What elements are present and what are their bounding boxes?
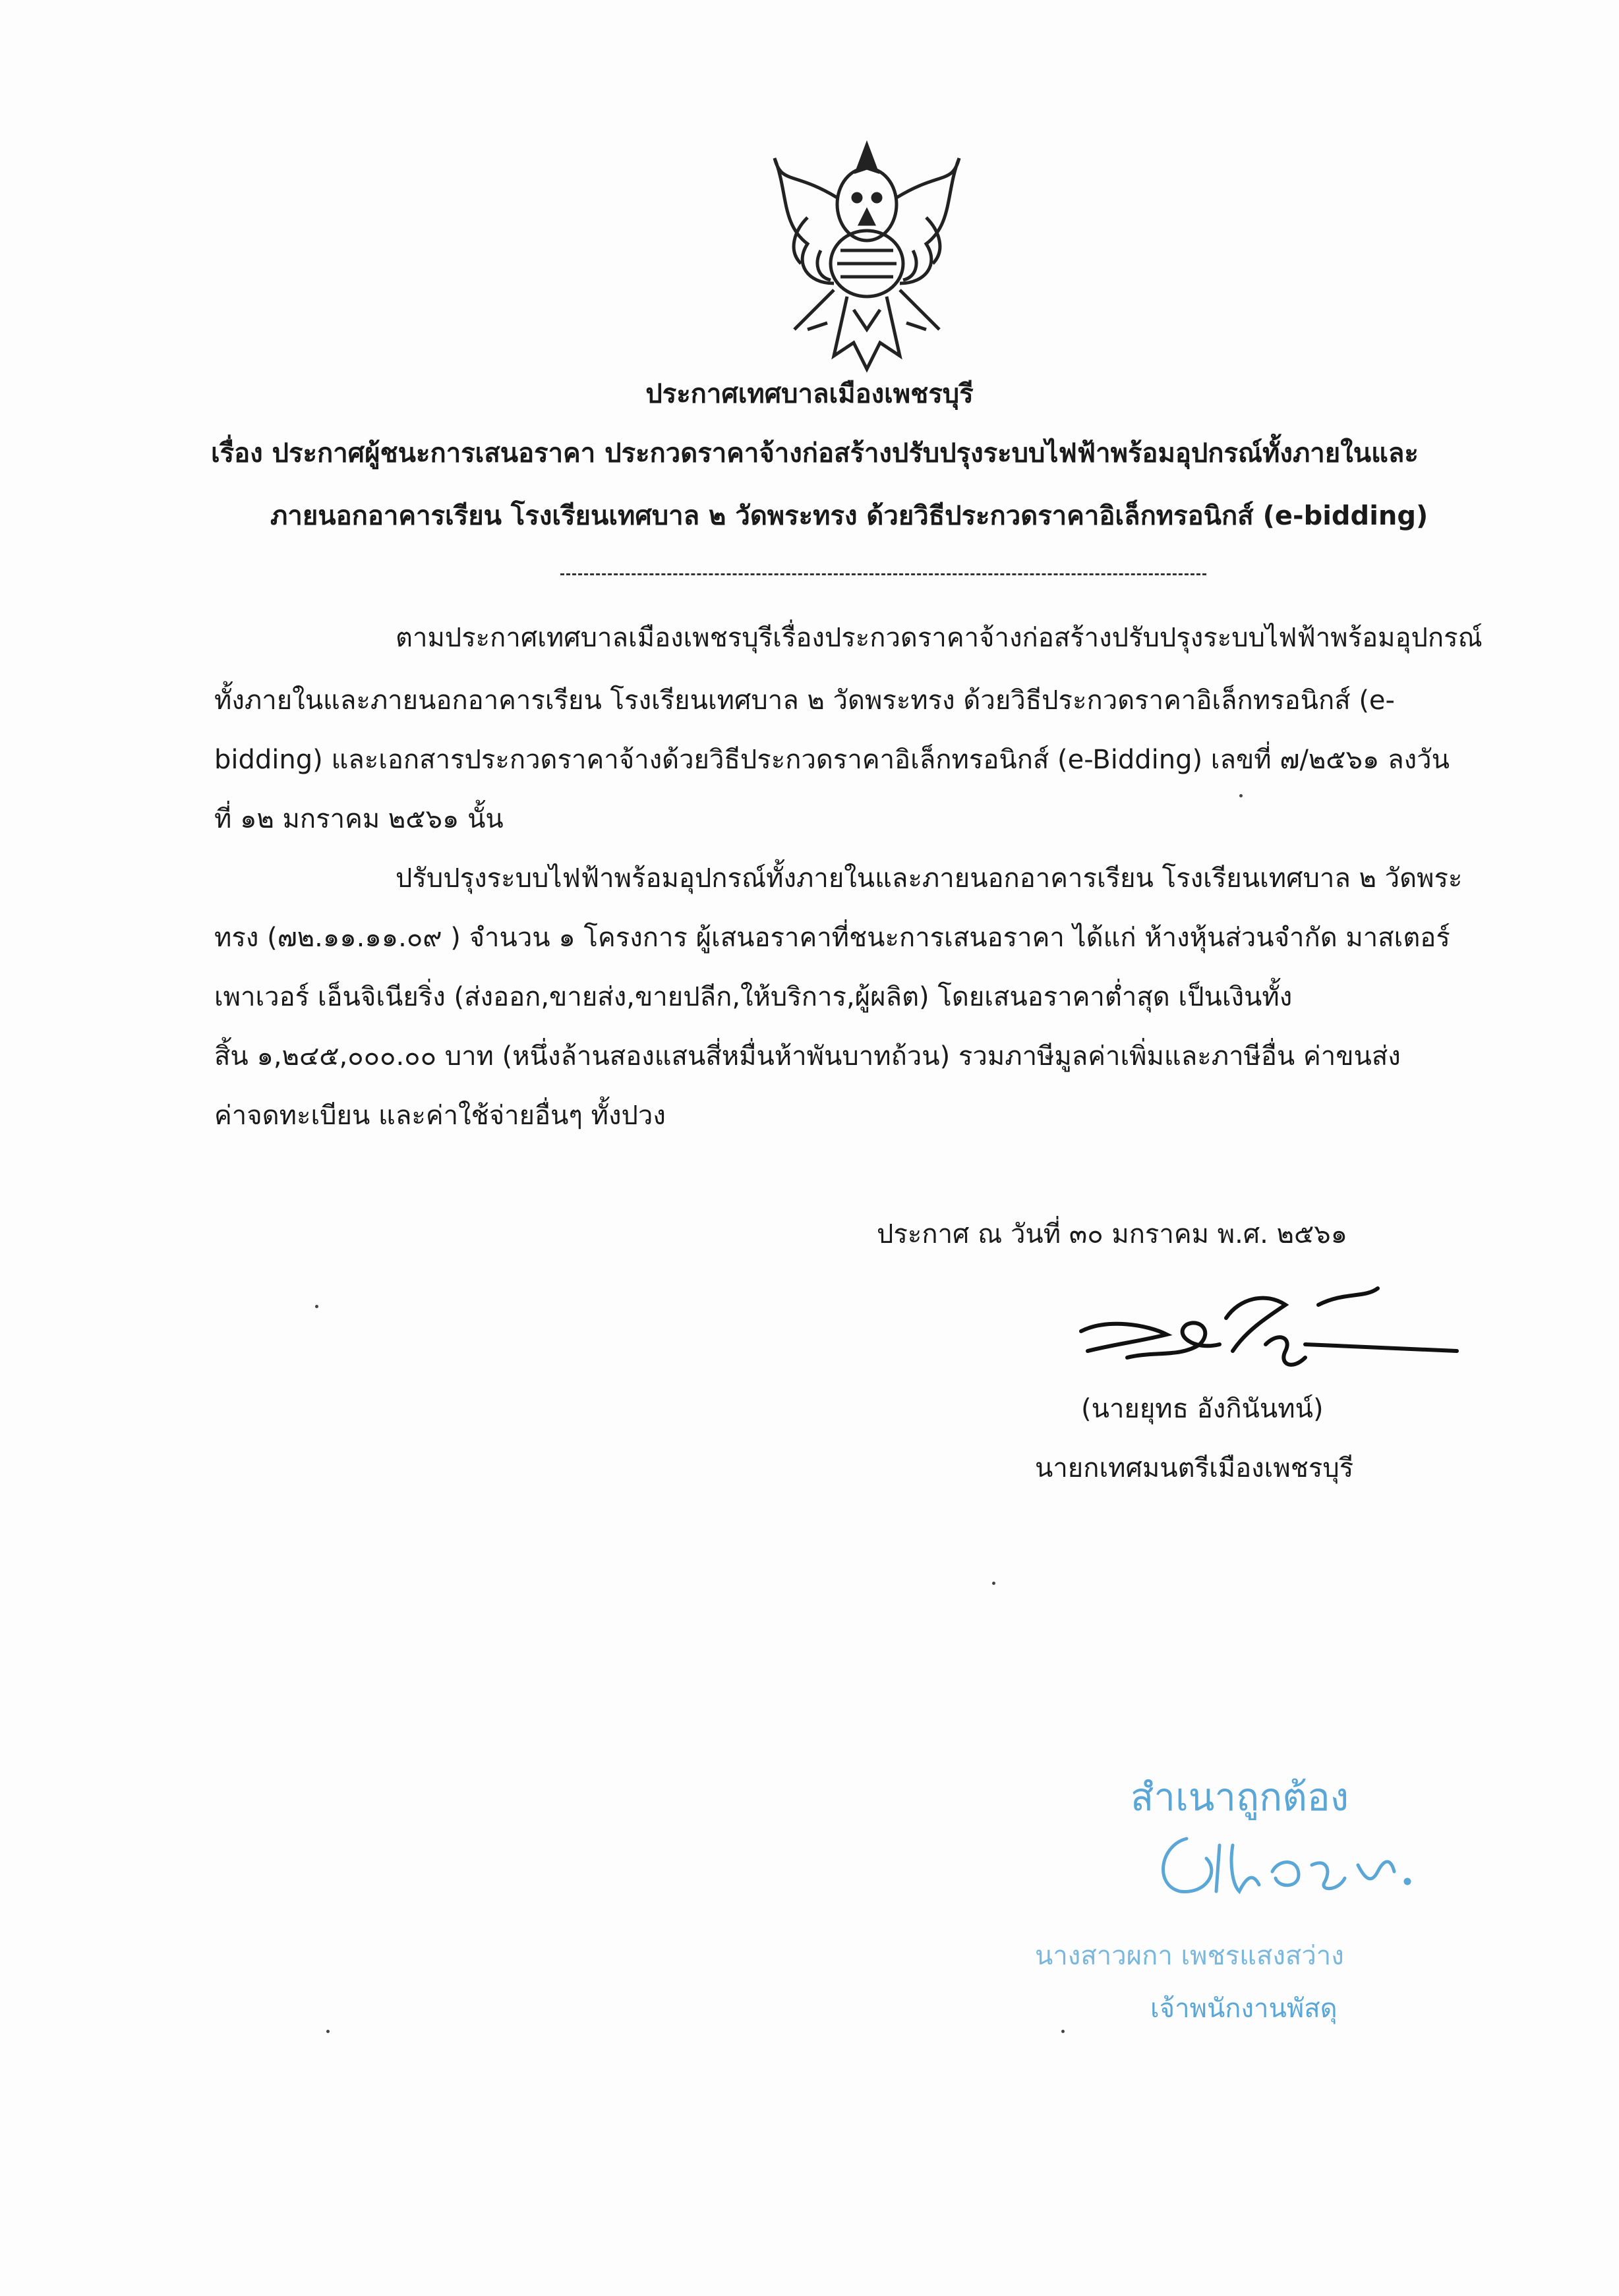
signer-name: (นายยุทธ อังกินันทน์)	[1081, 1394, 1324, 1424]
mayor-signature-icon	[1068, 1278, 1463, 1384]
scan-speck	[992, 1582, 995, 1585]
scan-speck	[1239, 794, 1243, 797]
announce-date: ประกาศ ณ วันที่ ๓๐ มกราคม พ.ศ. ๒๕๖๑	[877, 1219, 1348, 1249]
subject-line-2: ภายนอกอาคารเรียน โรงเรียนเทศบาล ๒ วัดพระทรง ด้วยวิธีประกวดราคาอิเล็กทรอนิกส์ (e-bidding)	[270, 501, 1428, 531]
separator-line	[560, 573, 1206, 575]
paragraph-2-line: ปรับปรุงระบบไฟฟ้าพร้อมอุปกรณ์ทั้งภายในและภายนอกอาคารเรียน โรงเรียนเทศบาล ๒ วัดพระ	[396, 863, 1463, 894]
paragraph-1-line: ทั้งภายในและภายนอกอาคารเรียน โรงเรียนเทศบาล ๒ วัดพระทรง ด้วยวิธีประกวดราคาอิเล็กทรอนิกส์ (e-	[214, 685, 1395, 716]
paragraph-2-line: ค่าจดทะเบียน และค่าใช้จ่ายอื่นๆ ทั้งปวง	[214, 1101, 666, 1131]
paragraph-2-line: ทรง (๗๒.๑๑.๑๑.๐๙ ) จำนวน ๑ โครงการ ผู้เสนอราคาที่ชนะการเสนอราคา ได้แก่ ห้างหุ้นส่วนจำกัด มาสเตอร์	[214, 923, 1450, 953]
scan-speck	[326, 2030, 330, 2033]
paragraph-2-line: เพาเวอร์ เอ็นจิเนียริ่ง (ส่งออก,ขายส่ง,ขายปลีก,ให้บริการ,ผู้ผลิต) โดยเสนอราคาต่ำสุด เป็นเงินทั้ง	[214, 982, 1293, 1012]
certified-copy-title: สำเนาถูกต้อง	[1131, 1775, 1349, 1820]
signer-position: นายกเทศมนตรีเมืองเพชรบุรี	[1035, 1453, 1354, 1483]
garuda-emblem-icon	[768, 132, 966, 382]
paragraph-1-line: bidding) และเอกสารประกวดราคาจ้างด้วยวิธีประกวดราคาอิเล็กทรอนิกส์ (e-Bidding) เลขที่ ๗/๒๕๖๑ ลงวัน	[214, 745, 1450, 775]
paragraph-1-line: ที่ ๑๒ มกราคม ๒๕๖๑ นั้น	[214, 804, 504, 834]
paragraph-1-line: ตามประกาศเทศบาลเมืองเพชรบุรีเรื่องประกวดราคาจ้างก่อสร้างปรับปรุงระบบไฟฟ้าพร้อมอุปกรณ์	[396, 623, 1483, 653]
scan-speck	[1061, 2030, 1065, 2033]
paragraph-2-line: สิ้น ๑,๒๔๕,๐๐๐.๐๐ บาท (หนึ่งล้านสองแสนสี่หมื่นห้าพันบาทถ้วน) รวมภาษีมูลค่าเพิ่มและภาษีอื่น ค่าขนส่ง	[214, 1041, 1401, 1072]
subject-line-1: เรื่อง ประกาศผู้ชนะการเสนอราคา ประกวดราคาจ้างก่อสร้างปรับปรุงระบบไฟฟ้าพร้อมอุปกรณ์ทั้งภายในและ	[211, 438, 1419, 469]
officer-signature-icon	[1147, 1819, 1424, 1911]
certifier-position: เจ้าพนักงานพัสดุ	[1150, 1994, 1338, 2024]
announcement-title: ประกาศเทศบาลเมืองเพชรบุรี	[645, 379, 974, 409]
scan-speck	[315, 1305, 318, 1308]
certifier-name: นางสาวผกา เพชรแสงสว่าง	[1035, 1941, 1344, 1971]
